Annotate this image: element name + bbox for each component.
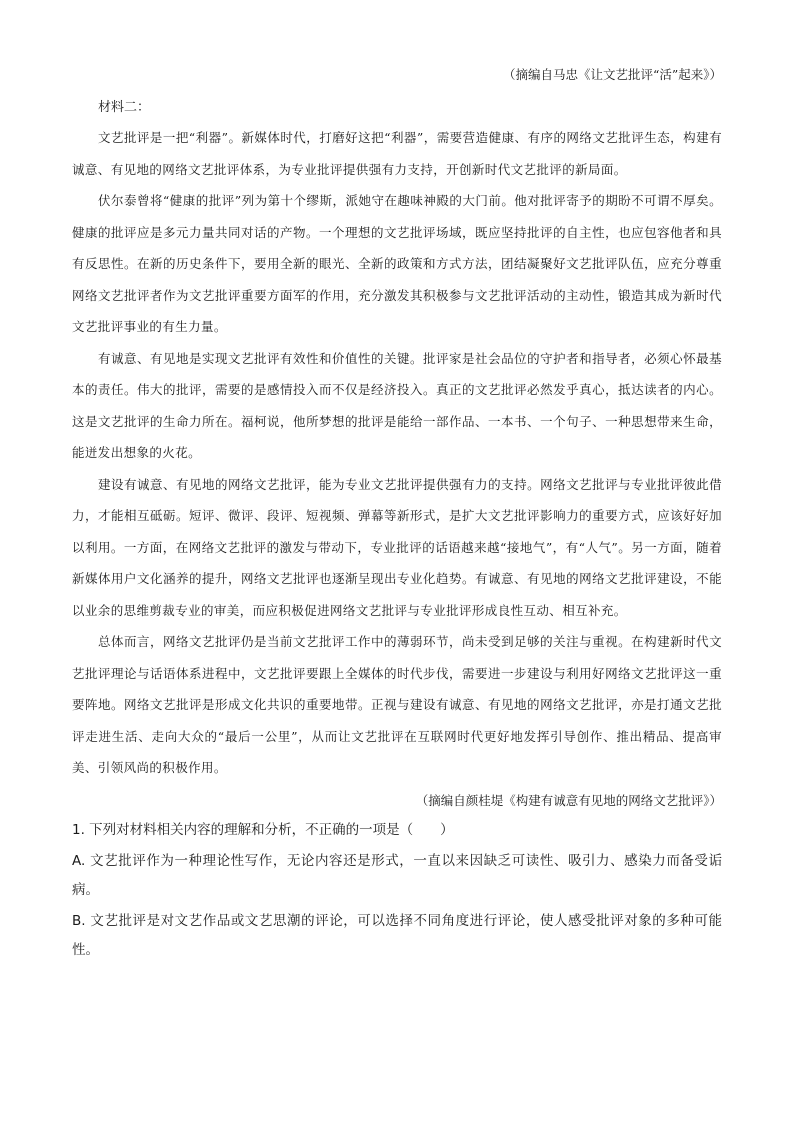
document-content: [72, 64, 722, 965]
paragraph-3: 有诚意、有见地是实现文艺批评有效性和价值性的关键。批评家是社会品位的守护者和指导者，必须心怀最基本的责任。伟大的批评，需要的是感情投入而不仅是经济投入。真正的文艺批评必然发乎真心，抵达读者的内心。这是文艺批评的生命力所在。福柯说，他所梦想的批评是能给一部作品、一本书、一个句子、一种思想带来生命，能迸发出想象的火花。: [72, 350, 722, 460]
paragraph-2: 伏尔泰曾将“健康的批评”列为第十个缪斯，派她守在趣味神殿的大门前。他对批评寄予的期盼不可谓不厚矣。健康的批评应是多元力量共同对话的产物。一个理想的文艺批评场域，既应坚持批评的自主性，也应包容他者和具有反思性。在新的历史条件下，要用全新的眼光、全新的政策和方式方法，团结凝聚好文艺批评队伍，应充分尊重网络文艺批评者作为文艺批评重要方面军的作用，充分激发其积极参与文艺批评活动的主动性，锻造其成为新时代文艺批评事业的有生力量。: [72, 193, 722, 334]
material-label: 材料二：: [98, 100, 151, 115]
source-citation-2: （摘编自颜桂堤《构建有诚意有见地的网络文艺批评》）: [415, 792, 722, 808]
question-stem: 1. 下列对材料相关内容的理解和分析，不正确的一项是（ ）: [72, 821, 454, 838]
paragraph-1: 文艺批评是一把“利器”。新媒体时代，打磨好这把“利器”，需要营造健康、有序的网络文艺批评生态，构建有诚意、有见地的网络文艺批评体系，为专业批评提供强有力支持，开创新时代文艺批评的新局面。: [72, 130, 722, 177]
paragraph-5: 总体而言，网络文艺批评仍是当前文艺批评工作中的薄弱环节，尚未受到足够的关注与重视。在构建新时代文艺批评理论与话语体系进程中，文艺批评要跟上全媒体的时代步伐，需要进一步建设与利用好网络文艺批评这一重要阵地。网络文艺批评是形成文化共识的重要地带。正视与建设有诚意、有见地的网络文艺批评，亦是打通文艺批评走进生活、走向大众的“最后一公里”，从而让文艺批评在互联网时代更好地发挥引导创作、推出精品、提高审美、引领风尚的积极作用。: [72, 634, 722, 775]
option-a: A. 文艺批评作为一种理论性写作，无论内容还是形式，一直以来因缺乏可读性、吸引力、感染力而备受诟病。: [72, 852, 722, 898]
paragraph-4: 建设有诚意、有见地的网络文艺批评，能为专业文艺批评提供强有力的支持。网络文艺批评与专业批评彼此借力，才能相互砥砺。短评、微评、段评、短视频、弹幕等新形式，是扩大文艺批评影响力的重要方式，应该好好加以利用。一方面，在网络文艺批评的激发与带动下，专业批评的话语越来越“接地气”，有“人气”。另一方面，随着新媒体用户文化涵养的提升，网络文艺批评也逐渐呈现出专业化趋势。有诚意、有见地的网络文艺批评建设，不能以业余的思维剪裁专业的审美，而应积极促进网络文艺批评与专业批评形成良性互动、相互补充。: [72, 476, 722, 618]
source-citation-1: （摘编自马忠《让文艺批评“活”起来》）: [502, 67, 722, 82]
option-b: B. 文艺批评是对文艺作品或文艺思潮的评论，可以选择不同角度进行评论，使人感受批评对象的多种可能性。: [72, 912, 722, 958]
